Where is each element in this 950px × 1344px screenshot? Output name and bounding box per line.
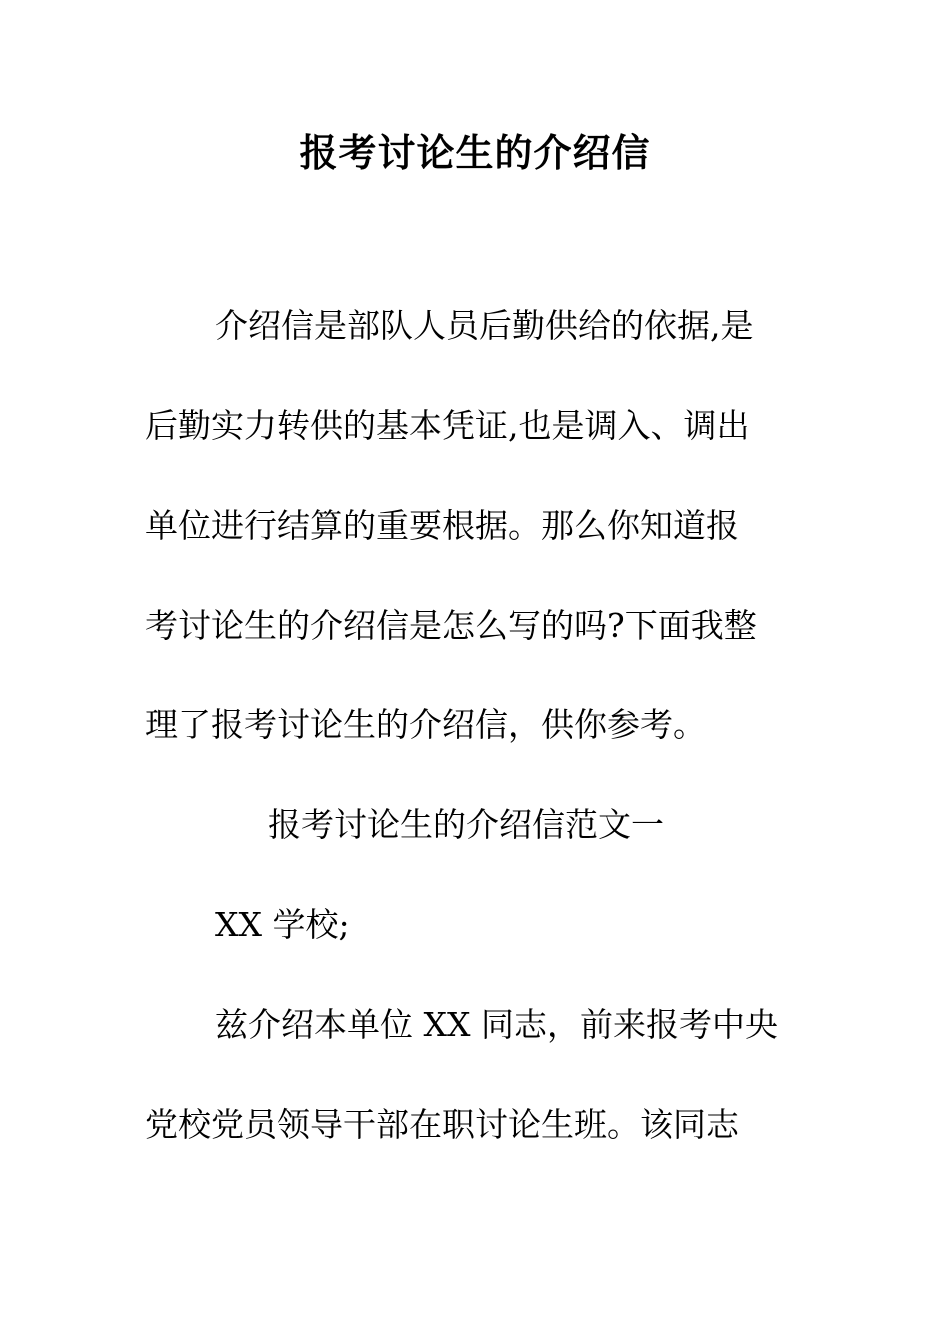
body-line: 后勤实力转供的基本凭证,也是调入、调出: [145, 406, 750, 445]
salutation-line: XX 学校;: [215, 905, 350, 944]
body-line: 考讨论生的介绍信是怎么写的吗?下面我整: [145, 606, 757, 645]
body-line: 党校党员领导干部在职讨论生班。该同志: [145, 1105, 739, 1144]
body-line: 单位进行结算的重要根据。那么你知道报: [145, 506, 739, 545]
body-line: 介绍信是部队人员后勤供给的依据,是: [215, 306, 754, 345]
document-title: 报考讨论生的介绍信: [299, 130, 651, 175]
section-heading: 报考讨论生的介绍信范文一: [268, 805, 664, 844]
body-line: 理了报考讨论生的介绍信，供你参考。: [145, 705, 706, 744]
body-line: 兹介绍本单位 XX 同志，前来报考中央: [215, 1005, 778, 1044]
